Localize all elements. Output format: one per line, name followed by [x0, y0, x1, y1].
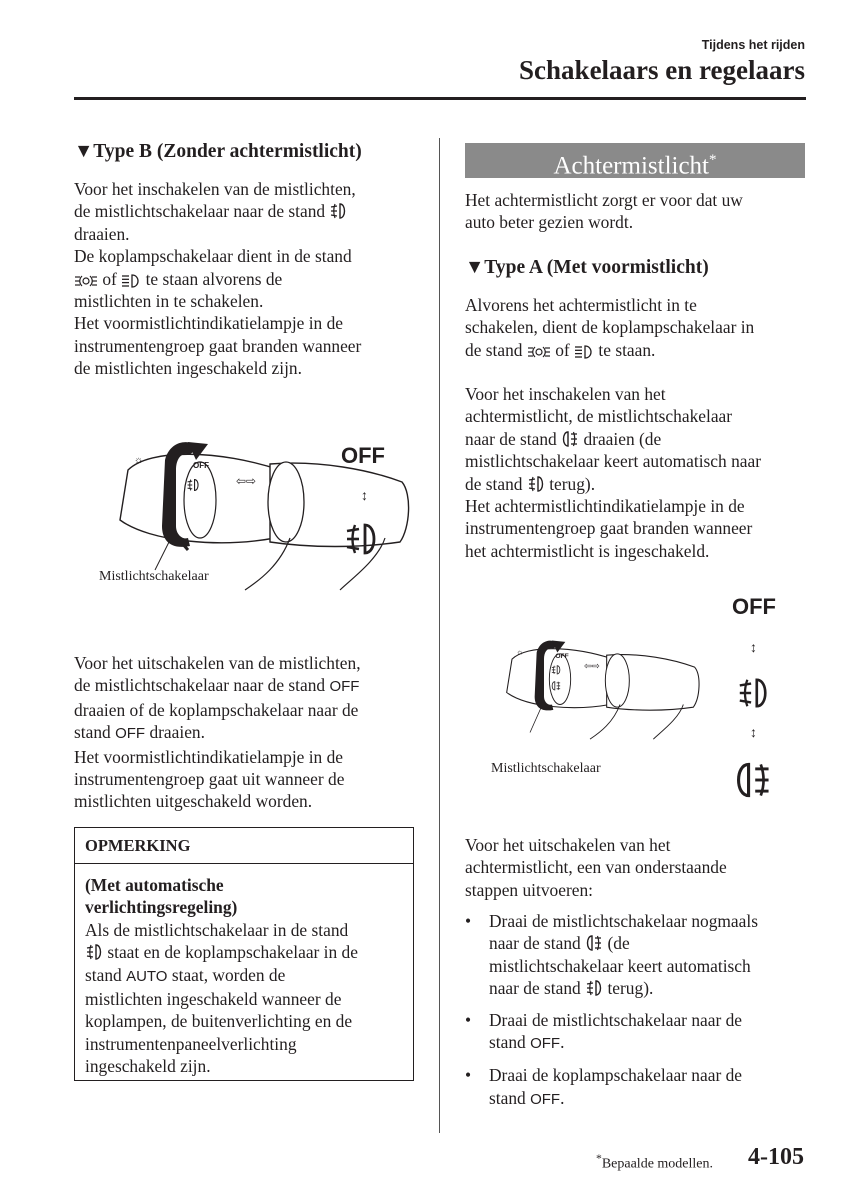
rear-fog-icon — [561, 430, 579, 448]
svg-text:⇦⇨: ⇦⇨ — [236, 474, 257, 488]
headlight-icon — [574, 345, 594, 359]
front-fog-icon — [527, 475, 545, 493]
right-intro: Het achtermistlicht zorgt er voor dat uw auto beter gezien wordt. — [465, 190, 743, 233]
footer-note: *Bepaalde modellen. — [596, 1152, 714, 1172]
figure-caption-left: Mistlichtschakelaar — [99, 569, 209, 584]
figure-caption-right: Mistlichtschakelaar — [491, 761, 601, 776]
headlight-icon — [121, 274, 141, 288]
parking-light-icon — [527, 345, 551, 359]
chapter-label: Tijdens het rijden — [701, 38, 805, 52]
parking-light-icon — [74, 274, 98, 288]
off-state-label-left: OFF — [341, 443, 385, 468]
page-number: 4-105 — [748, 1144, 804, 1170]
off-state-label-right: OFF — [732, 594, 776, 619]
front-fog-state-icon-right — [736, 676, 770, 710]
front-fog-icon — [85, 943, 103, 961]
switch-arrow-left: ↕ — [361, 487, 368, 503]
list-item: • Draai de mistlichtschakelaar naar de stand OFF. — [465, 1009, 743, 1053]
note-title: OPMERKING — [85, 836, 191, 855]
left-paragraph-2: Voor het uitschakelen van de mistlichten, de mistlichtschakelaar naar de stand OFF draaien of de koplampschakelaar naar de stand OFF draaien. Het voormistlichtindikatielampje in de instrumentengroep gaat uit wanneer de mistlichten uitgeschakeld worden. — [74, 653, 361, 812]
bullet-list — [465, 910, 810, 1111]
svg-text:⇦⇨: ⇦⇨ — [584, 661, 600, 672]
svg-text:☼: ☼ — [516, 647, 524, 657]
note-divider — [75, 863, 413, 864]
list-item: • Draai de koplampschakelaar naar de stand OFF. — [465, 1065, 742, 1108]
header-rule — [74, 97, 806, 100]
rear-fog-icon — [585, 934, 603, 952]
page-title: Schakelaars en regelaars — [519, 55, 805, 85]
left-paragraph-1: Voor het inschakelen van de mistlichten, de mistlichtschakelaar naar de stand draaien. De koplampschakelaar dient in de stand of te staan alvorens de mistlichten in te schakelen. Het voormistlichtindikatielampje in de instrumentengroep gaat branden wanneer de mistlichten ingeschakeld zijn. — [74, 179, 362, 379]
right-paragraph-1: Alvorens het achtermistlicht in te schakelen, dient de koplampschakelaar in de stand of te staan. — [465, 295, 755, 360]
front-fog-state-icon-left — [343, 521, 379, 557]
section-heading-type-a: ▼Type A (Met voormistlicht) — [465, 257, 709, 278]
rear-fog-state-icon-right — [733, 760, 773, 800]
front-fog-icon — [329, 202, 347, 220]
front-fog-icon — [585, 979, 603, 997]
fog-switch-illustration-right — [500, 620, 700, 755]
list-item: • Draai de mistlichtschakelaar nogmaals naar de stand (de mistlichtschakelaar keert automatisch naar de stand terug). — [465, 911, 758, 999]
column-divider — [439, 138, 440, 1133]
svg-text:OFF: OFF — [555, 652, 569, 660]
switch-arrow-right-1: ↕ — [750, 639, 757, 655]
right-paragraph-2: Voor het inschakelen van het achtermistlicht, de mistlichtschakelaar naar de stand draaien (de mistlichtschakelaar keert automatisch naar de stand terug). Het achtermistlichtindikatielampje in de instrumentengroep gaat branden wanneer het achtermistlicht is ingeschakeld. — [465, 384, 761, 561]
svg-text:OFF: OFF — [193, 461, 209, 470]
section-banner: Achtermistlicht* — [465, 143, 805, 178]
switch-arrow-right-2: ↕ — [750, 724, 757, 740]
section-heading-type-b: ▼Type B (Zonder achtermistlicht) — [74, 141, 362, 162]
note-box — [74, 827, 414, 1081]
svg-text:☼: ☼ — [134, 455, 144, 466]
note-body: (Met automatische verlichtingsregeling) Als de mistlichtschakelaar in de stand staat en de koplampschakelaar in de stand AUTO staat, worden de mistlichten ingeschakeld wanneer de koplampen, de buitenverlichting en de instrumentenpaneelverlichting ingeschakeld zijn. — [85, 875, 358, 1077]
right-paragraph-3: Voor het uitschakelen van het achtermistlicht, een van onderstaande stappen uitvoeren: — [465, 835, 727, 900]
